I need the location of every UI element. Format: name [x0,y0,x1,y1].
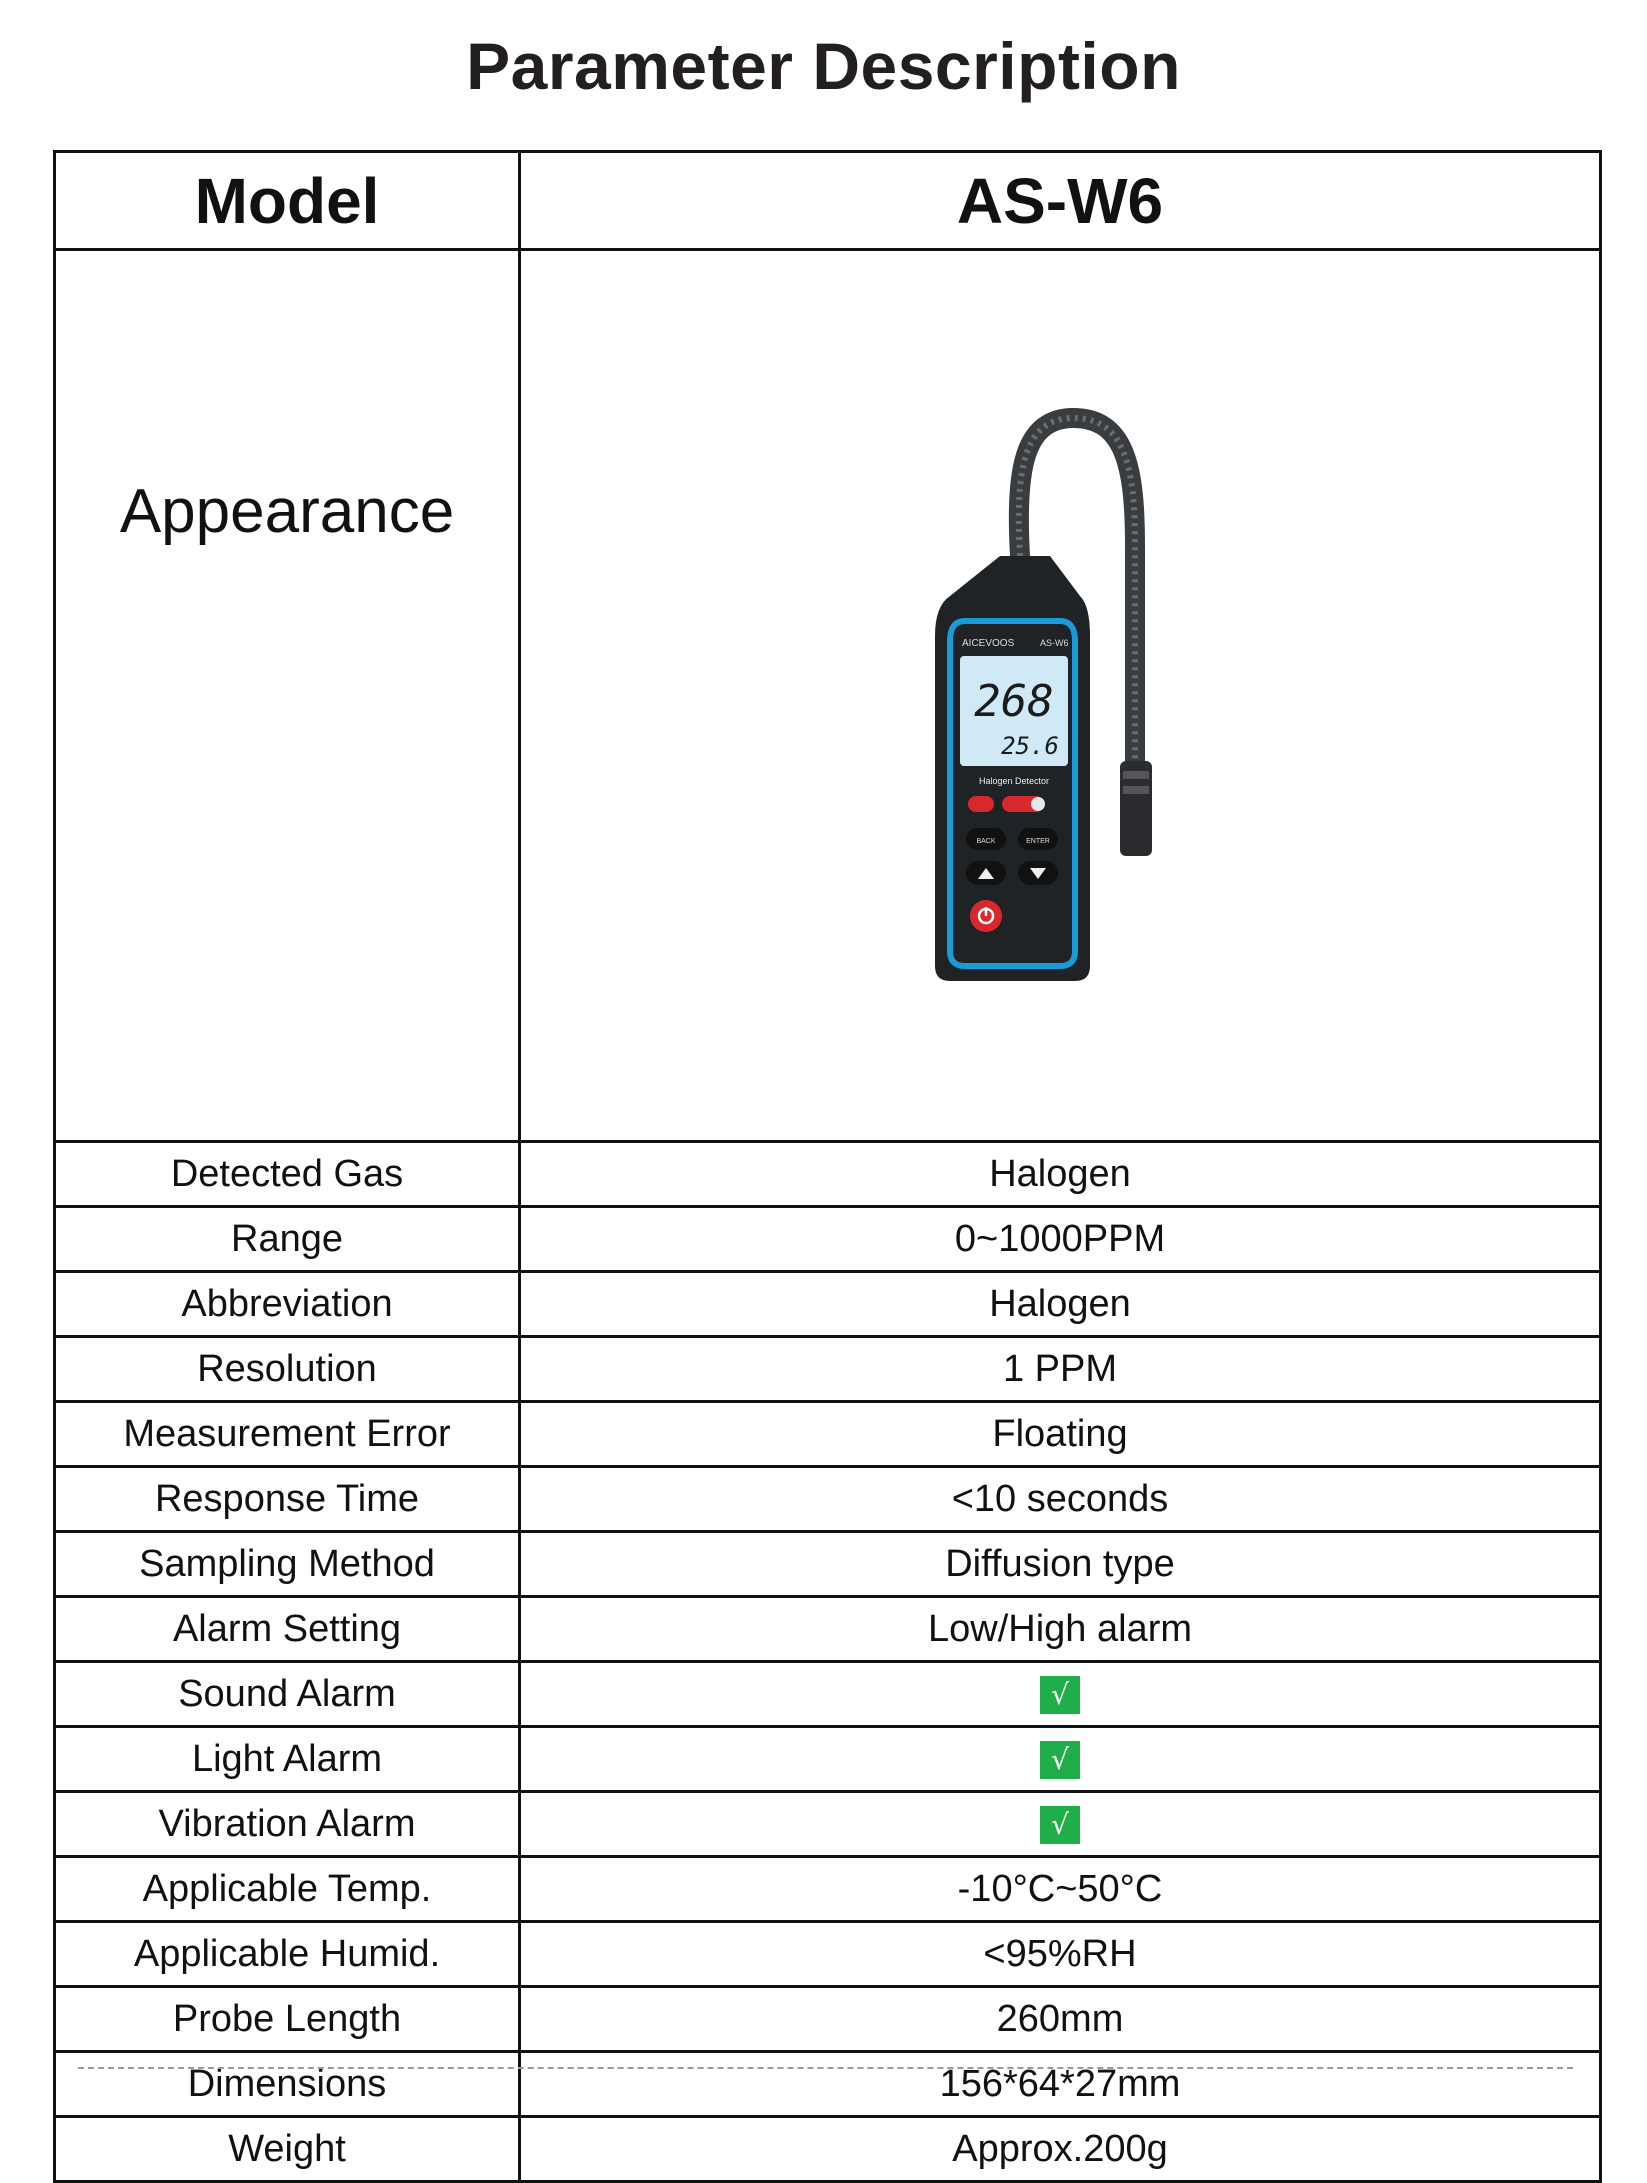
spec-value: -10°C~50°C [520,1857,1601,1922]
appearance-label: Appearance [55,250,520,1142]
spec-label: Abbreviation [55,1272,520,1337]
table-row [55,1727,1601,1792]
table-row [55,1272,1601,1337]
table-row [55,1792,1601,1857]
spec-value: <95%RH [520,1922,1601,1987]
table-row [55,1207,1601,1272]
device-model: AS-W6 [1040,637,1069,648]
table-row [55,1857,1601,1922]
spec-value: <10 seconds [520,1467,1601,1532]
spec-label: Vibration Alarm [55,1792,520,1857]
spec-label: Dimensions [55,2052,520,2117]
check-icon: √ [1040,1676,1080,1714]
table-row [55,1987,1601,2052]
spec-label: Probe Length [55,1987,520,2052]
spec-value: Diffusion type [520,1532,1601,1597]
appearance-image-cell [520,250,1601,1142]
svg-text:ENTER: ENTER [1026,837,1050,845]
spec-label: Weight [55,2117,520,2182]
spec-value: 156*64*27mm [520,2052,1601,2117]
spec-value: Floating [520,1402,1601,1467]
device-image [930,406,1190,986]
table-row [55,1142,1601,1207]
page-title: Parameter Description [466,29,1181,103]
spec-table [53,150,1602,2183]
table-row [55,1337,1601,1402]
spec-value: Halogen [520,1272,1601,1337]
screen-temp-reading: 25.6 [1001,731,1059,760]
device-brand: AICEVOOS [962,637,1015,649]
spec-label: Sound Alarm [55,1662,520,1727]
spec-label: Applicable Temp. [55,1857,520,1922]
table-row [55,2117,1601,2182]
model-value: AS-W6 [520,152,1601,250]
spec-label: Measurement Error [55,1402,520,1467]
spec-label: Resolution [55,1337,520,1402]
spec-value [520,1727,1601,1792]
spec-rows [55,1142,1601,2182]
spec-label: Alarm Setting [55,1597,520,1662]
spec-label: Response Time [55,1467,520,1532]
spec-label: Light Alarm [55,1727,520,1792]
table-row [55,1922,1601,1987]
model-label: Model [55,152,520,250]
check-icon: √ [1040,1806,1080,1844]
svg-text:BACK: BACK [976,837,996,845]
spec-label: Applicable Humid. [55,1922,520,1987]
appearance-row [55,250,1601,1142]
table-row [55,1532,1601,1597]
table-header-row [55,152,1601,250]
table-row [55,1597,1601,1662]
alarm-led [968,796,994,812]
table-row [55,2052,1601,2117]
spec-value: Low/High alarm [520,1597,1601,1662]
spec-label: Sampling Method [55,1532,520,1597]
check-icon: √ [1040,1741,1080,1779]
spec-value: 1 PPM [520,1337,1601,1402]
table-row [55,1467,1601,1532]
dashed-divider [78,2067,1573,2069]
table-row [55,1662,1601,1727]
spec-label: Detected Gas [55,1142,520,1207]
spec-value: 0~1000PPM [520,1207,1601,1272]
table-row [55,1402,1601,1467]
spec-value: Approx.200g [520,2117,1601,2182]
screen-main-reading: 268 [974,675,1054,727]
spec-value: 260mm [520,1987,1601,2052]
spec-value: Halogen [520,1142,1601,1207]
spec-label: Range [55,1207,520,1272]
spec-value [520,1662,1601,1727]
spec-value [520,1792,1601,1857]
device-product-name: Halogen Detector [978,775,1050,786]
